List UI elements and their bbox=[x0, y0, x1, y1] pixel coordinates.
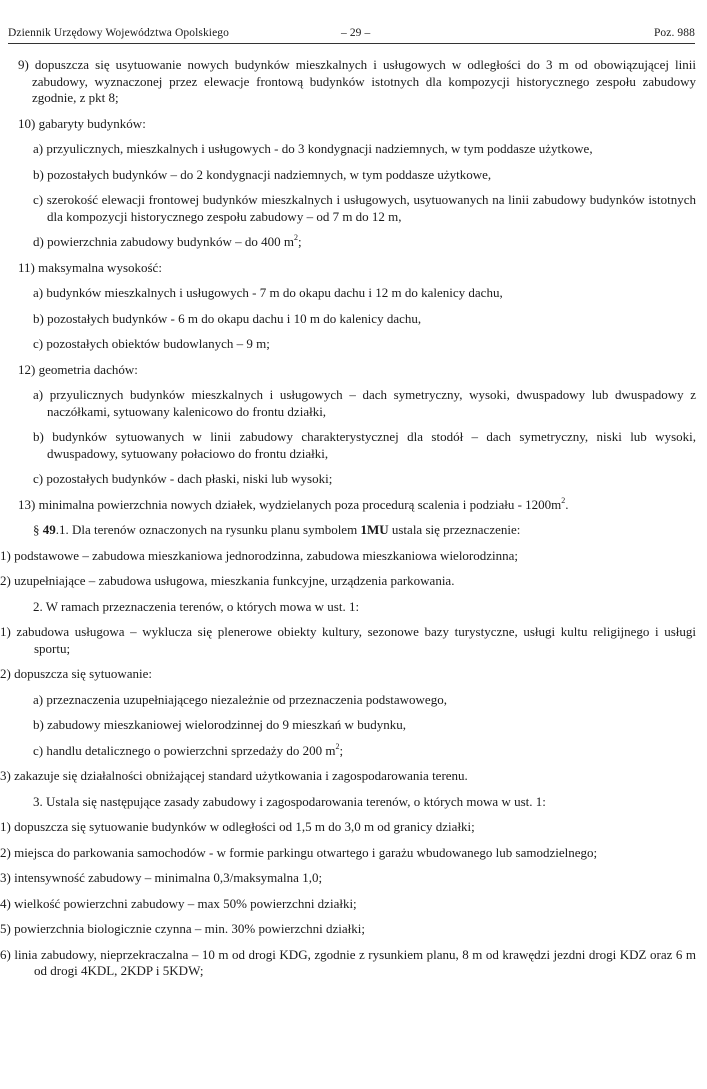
item-10: 10) gabaryty budynków: bbox=[18, 115, 146, 131]
item-10c: c) szerokość elewacji frontowej budynków mieszkalnych i usługowych, usytuowanych na linii zabudowy budynków istotnych dla kompozycji historycznego zespołu zabudowy – od 7 m do 12 m, bbox=[33, 192, 696, 224]
s49-item-1: 1) podstawowe – zabudowa mieszkaniowa jednorodzinna, zabudowa mieszkaniowa wielorodzinna; bbox=[0, 547, 519, 563]
s49-paragraph-3: 3. Ustala się następujące zasady zabudowy i zagospodarowania terenów, o których mowa w ust. 1: bbox=[33, 793, 546, 809]
item-9: 9) dopuszcza się usytuowanie nowych budynków mieszkalnych i usługowych w odległości do 3 m od obowiązującej linii zabudowy, wyznaczonej przez elewacje frontową budynków istotnych dla kompozycji historycznego zespołu zabudowy zgodnie, z pkt 8; bbox=[18, 57, 696, 105]
item-11c: c) pozostałych obiektów budowlanych – 9 m; bbox=[33, 336, 270, 351]
item-12b: b) budynków sytuowanych w linii zabudowy charakterystycznej dla stodół – dach symetryczny, niski lub wysoki, dwuspadowy, sytuowany połaciowo do frontu działki, bbox=[33, 429, 696, 461]
p3-item-6: 6) linia zabudowy, nieprzekraczalna – 10 m od drogi KDG, zgodnie z rysunkiem planu, 8 m od krawędzi jezdni drogi KDZ oraz 6 m od drogi 4KDL, 2KDP i 5KDW; bbox=[0, 946, 696, 978]
journal-title: Dziennik Urzędowy Województwa Opolskiego bbox=[8, 27, 229, 39]
page-number: – 29 – bbox=[341, 27, 371, 39]
item-10b: b) pozostałych budynków – do 2 kondygnacji nadziemnych, w tym poddasze użytkowe, bbox=[33, 166, 492, 182]
p3-item-2: 2) miejsca do parkowania samochodów - w formie parkingu otwartego i garażu wbudowanego lub samodzielnego; bbox=[0, 844, 598, 860]
document-body bbox=[0, 57, 696, 989]
item-11: 11) maksymalna wysokość: bbox=[18, 259, 162, 275]
item-12a: a) przyulicznych budynków mieszkalnych i usługowych – dach symetryczny, wysoki, dwuspadowy lub dwuspadowy z naczółkami, sytuowany kalenicowo do frontu działki, bbox=[33, 387, 696, 419]
s49-paragraph-2: 2. W ramach przeznaczenia terenów, o których mowa w ust. 1: bbox=[33, 598, 360, 614]
item-13: 13) minimalna powierzchnia nowych działek, wydzielanych poza procedurą scalenia i podziału - $1200m^2$. bbox=[18, 495, 569, 512]
p3-item-1: 1) dopuszcza się sytuowanie budynków w odległości od 1,5 m do 3,0 m od granicy działki; bbox=[0, 819, 475, 834]
p2-item-2b: b) zabudowy mieszkaniowej wielorodzinnej do 9 mieszkań w budynku, bbox=[33, 717, 406, 732]
item-12: 12) geometria dachów: bbox=[18, 361, 138, 377]
p2-item-2a: a) przeznaczenia uzupełniającego niezależnie od przeznaczenia podstawowego, bbox=[33, 691, 447, 707]
item-11a: a) budynków mieszkalnych i usługowych - 7 m do okapu dachu i 12 m do kalenicy dachu, bbox=[33, 285, 503, 300]
item-11b: b) pozostałych budynków - 6 m do okapu dachu i 10 m do kalenicy dachu, bbox=[33, 310, 422, 326]
section-49-heading: § 49.1. Dla terenów oznaczonych na rysunku planu symbolem 1MU ustala się przeznaczenie: bbox=[33, 522, 521, 537]
p2-item-3: 3) zakazuje się działalności obniżającej standard użytkowania i zagospodarowania terenu. bbox=[0, 768, 468, 783]
position-number: Poz. 988 bbox=[653, 27, 695, 39]
p3-item-4: 4) wielkość powierzchni zabudowy – max 50% powierzchni działki; bbox=[0, 895, 357, 911]
p3-item-3: 3) intensywność zabudowy – minimalna 0,3/maksymalna 1,0; bbox=[0, 870, 323, 885]
item-12c: c) pozostałych budynków - dach płaski, niski lub wysoki; bbox=[33, 471, 333, 486]
item-10a: a) przyulicznych, mieszkalnych i usługowych - do 3 kondygnacji nadziemnych, w tym poddasze użytkowe, bbox=[33, 141, 593, 156]
p2-item-2: 2) dopuszcza się sytuowanie: bbox=[0, 666, 152, 681]
p2-item-1: 1) zabudowa usługowa – wyklucza się plenerowe obiekty kultury, sezonowe bazy turystyczne, usługi kultu religijnego i usługi sportu; bbox=[0, 624, 696, 656]
page-header bbox=[8, 25, 695, 44]
p2-item-2c: c) handlu detalicznego o powierzchni sprzedaży do 200 $m^2$; bbox=[33, 741, 344, 758]
item-10d: d) powierzchnia zabudowy budynków – do 400 $m^2$; bbox=[33, 233, 302, 249]
p3-item-5: 5) powierzchnia biologicznie czynna – min. 30% powierzchni działki; bbox=[0, 921, 365, 936]
s49-item-2: 2) uzupełniające – zabudowa usługowa, mieszkania funkcyjne, urządzenia parkowania. bbox=[0, 573, 455, 588]
